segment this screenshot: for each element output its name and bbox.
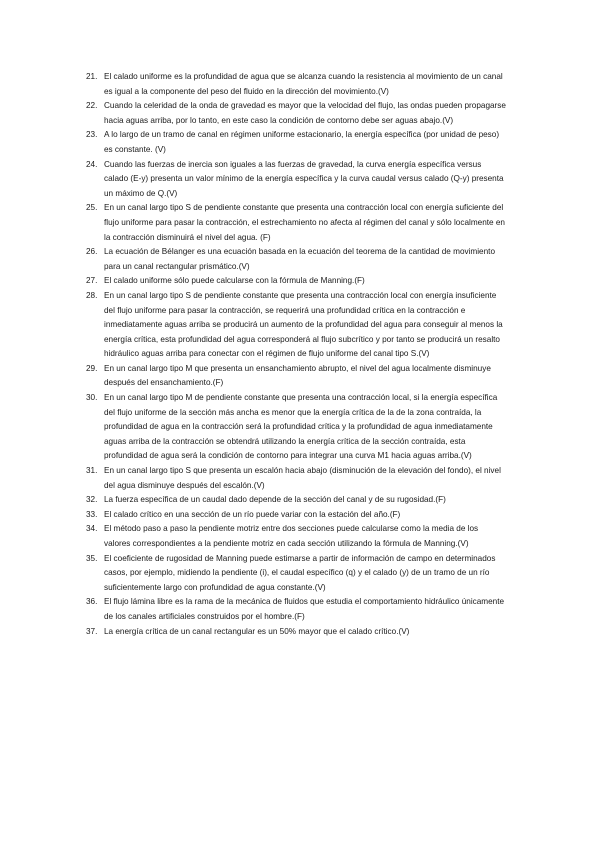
item-text: La fuerza específica de un caudal dado depende de la sección del canal y de su rugosidad.(F) (104, 495, 446, 505)
item-number: 36. (86, 597, 98, 607)
item-number: 34. (86, 524, 98, 534)
item-number: 35. (86, 553, 98, 563)
list-item (86, 99, 506, 128)
list-item (86, 201, 506, 245)
list-item (86, 362, 506, 391)
item-number: 32. (86, 495, 98, 505)
item-text: En un canal largo tipo M que presenta un ensanchamiento abrupto, el nivel del agua localmente disminuye después del ensanchamiento.(F) (104, 363, 491, 388)
list-item (86, 391, 506, 464)
item-number: 21. (86, 72, 98, 81)
item-text: En un canal largo tipo S de pendiente constante que presenta una contracción local con energía suficiente del flujo uniforme para pasar la contracción, el estrechamiento no afecta al régimen del canal y sólo localmente en la contracción disminuirá el nivel del agua. (F) (104, 203, 505, 242)
list-item (86, 522, 506, 551)
list-item (86, 274, 506, 289)
list-item (86, 289, 506, 362)
item-number: 37. (86, 626, 98, 636)
item-number: 26. (86, 247, 98, 257)
item-number: 29. (86, 363, 98, 373)
item-number: 23. (86, 130, 98, 140)
list-item (86, 245, 506, 274)
item-text: La ecuación de Bélanger es una ecuación basada en la ecuación del teorema de la cantidad de movimiento para un canal rectangular prismático.(V) (104, 247, 495, 271)
item-number: 30. (86, 393, 98, 403)
list-item (86, 508, 506, 523)
item-number: 28. (86, 290, 98, 300)
item-text: El calado uniforme es la profundidad de agua que se alcanza cuando la resistencia al movimiento de un canal es igual a la componente del peso del fluido en la dirección del movimiento.(V) (104, 72, 503, 96)
item-text: En un canal largo tipo S de pendiente constante que presenta una contracción local con energía insuficiente del flujo uniforme para pasar la contracción, se requerirá una profundidad crítica en la contracción e inmediatamente aguas arriba se producirá un aumento de la profundidad del agua para conseguir al menos la energía crítica, esta profundidad del agua corresponderá al flujo subcrítico y por tanto se producirá un resalto hidráulico aguas arriba para conectar con el régimen de flujo uniforme del canal tipo S.(V) (104, 290, 503, 359)
item-text: El coeficiente de rugosidad de Manning puede estimarse a partir de información de campo en determinados casos, por ejemplo, midiendo la pendiente (i), el caudal específico (q) y el calado (y) de un tramo de un río suficientemente largo con profundidad de agua constante.(V) (104, 553, 496, 592)
item-text: El método paso a paso la pendiente motriz entre dos secciones puede calcularse como la media de los valores correspondientes a la pendiente motriz en cada sección utilizando la fórmula de Manning.(V) (104, 524, 479, 548)
list-item (86, 552, 506, 596)
item-number: 31. (86, 466, 98, 476)
item-text: Cuando las fuerzas de inercia son iguales a las fuerzas de gravedad, la curva energía específica versus calado (E-y) presenta un valor mínimo de la energía específica y la curva caudal versus calado (Q-y) presenta un máximo de Q.(V) (104, 159, 504, 198)
item-number: 25. (86, 203, 98, 213)
item-text: El calado crítico en una sección de un río puede variar con la estación del año.(F) (104, 509, 401, 519)
statement-list (86, 70, 506, 639)
item-number: 27. (86, 276, 98, 286)
item-text: A lo largo de un tramo de canal en régimen uniforme estacionario, la energía específica (por unidad de peso) es constante. (V) (104, 130, 500, 154)
list-item (86, 464, 506, 493)
item-text: El flujo lámina libre es la rama de la mecánica de fluidos que estudia el comportamiento hidráulico únicamente de los canales artificiales construidos por el hombre.(F) (104, 597, 505, 621)
list-item (86, 128, 506, 157)
item-text: En un canal largo tipo M de pendiente constante que presenta una contracción local, si la energía específica del flujo uniforme de la sección más ancha es menor que la energía crítica de la de la zona contraída, la profundidad de agua en la contracción será la profundidad crítica y la profundidad de agua inmediatamente aguas arriba de la contracción se obtendrá utilizando la energía crítica de la sección contraída, esta profundidad de agua será la condición de contorno para integrar una curva M1 hacia aguas arriba.(V) (104, 393, 498, 461)
item-number: 24. (86, 159, 98, 169)
item-number: 33. (86, 509, 98, 519)
item-text: Cuando la celeridad de la onda de gravedad es mayor que la velocidad del flujo, las ondas pueden propagarse hacia aguas arriba, por lo tanto, en este caso la condición de contorno debe ser aguas abajo.(V) (104, 101, 506, 125)
item-number: 22. (86, 101, 98, 111)
list-item (86, 158, 506, 202)
list-item (86, 625, 506, 640)
list-item (86, 70, 506, 99)
item-text: El calado uniforme sólo puede calcularse con la fórmula de Manning.(F) (104, 276, 365, 286)
list-item (86, 493, 506, 508)
list-item (86, 595, 506, 624)
item-text: En un canal largo tipo S que presenta un escalón hacia abajo (disminución de la elevación del fondo), el nivel del agua disminuye después del escalón.(V) (104, 466, 501, 490)
item-text: La energía crítica de un canal rectangular es un 50% mayor que el calado crítico.(V) (104, 626, 410, 636)
